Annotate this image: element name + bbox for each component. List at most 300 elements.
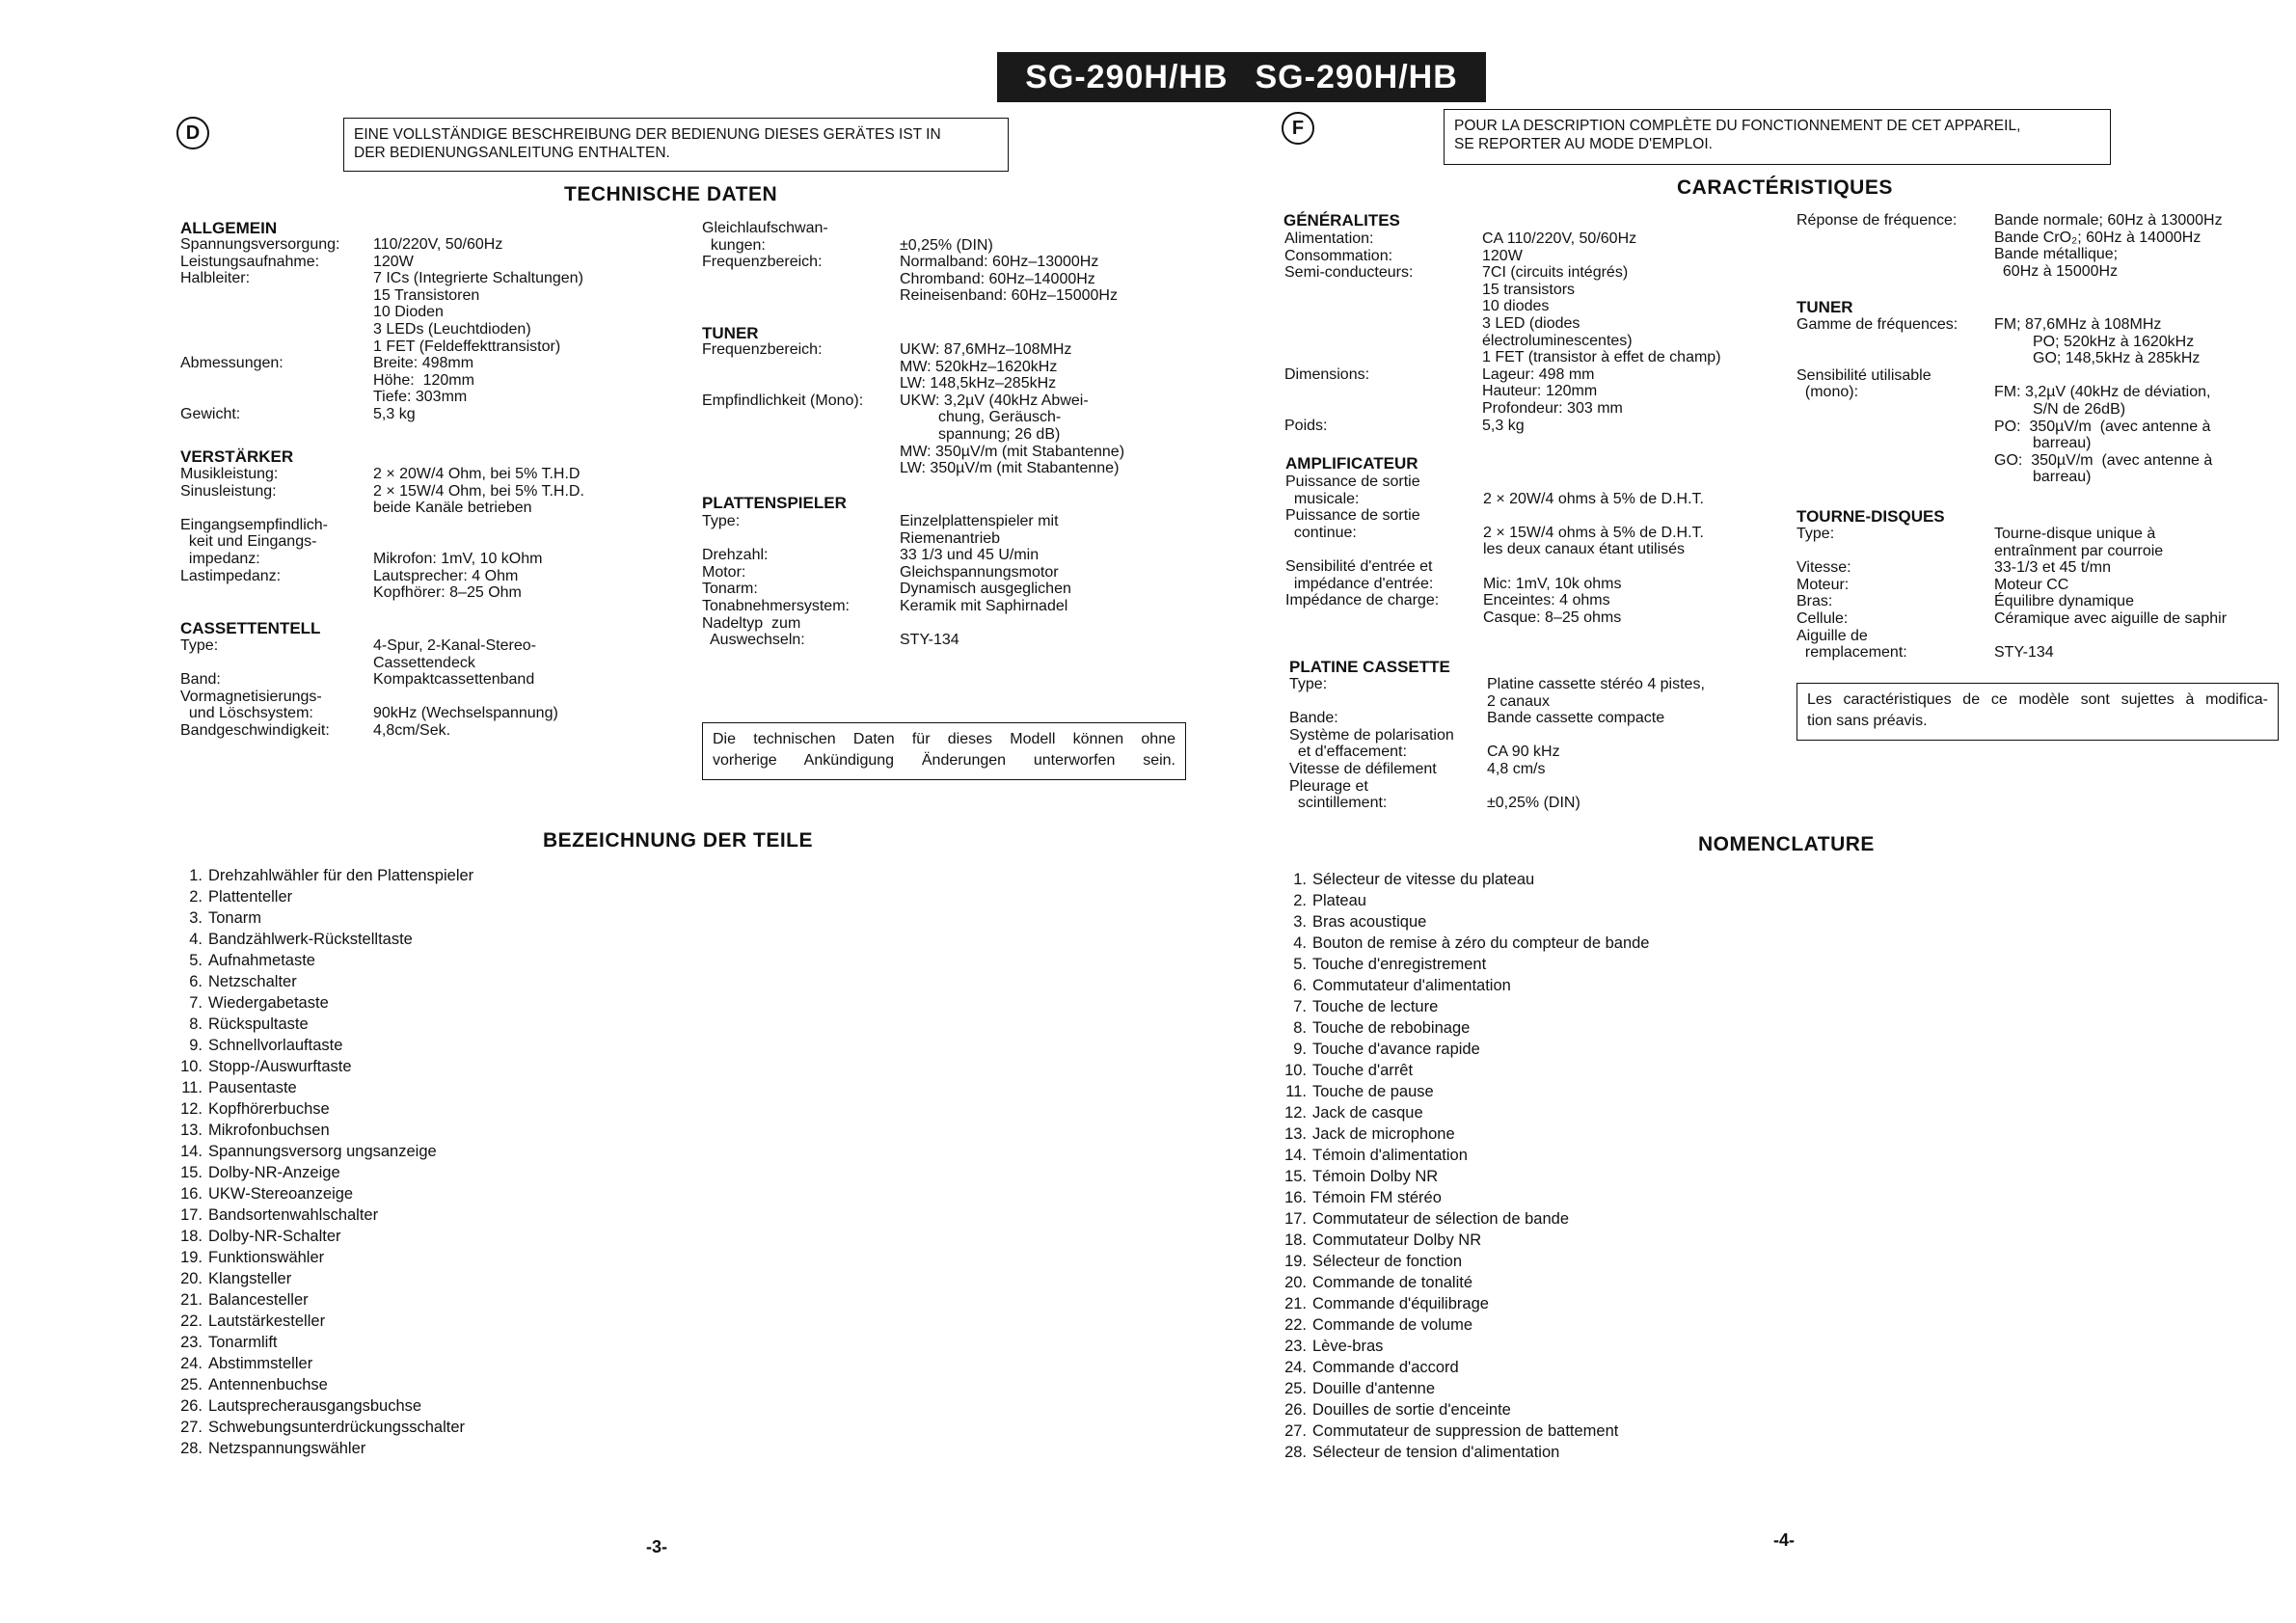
- list-item: [176, 1183, 473, 1204]
- list-item: [176, 1289, 473, 1311]
- spec-value: 1 FET (transistor à effet de champ): [1482, 349, 1721, 366]
- spec-label: [702, 409, 900, 426]
- spec-value: 33-1/3 et 45 t/mn: [1994, 559, 2111, 577]
- list-item: [176, 1141, 473, 1162]
- list-item: [176, 1014, 473, 1035]
- spec-label: Réponse de fréquence:: [1796, 212, 1958, 229]
- list-item-label: Lautsprecherausgangsbuchse: [208, 1397, 422, 1415]
- list-item-number: 22.: [1284, 1316, 1307, 1334]
- list-item-number: 18.: [180, 1228, 203, 1245]
- list-item: [176, 1268, 473, 1289]
- spec-row: [1284, 333, 1721, 350]
- list-item-label: Douilles de sortie d'enceinte: [1312, 1401, 1511, 1419]
- list-item-label: Commande de volume: [1312, 1316, 1472, 1334]
- spec-label: Gewicht:: [180, 405, 241, 422]
- list-item: [176, 1098, 473, 1120]
- spec-label: Vormagnetisierungs-: [180, 688, 322, 705]
- list-item-number: 5.: [189, 952, 203, 969]
- section-tourne: TOURNE-DISQUES: [1796, 507, 1945, 526]
- list-item-number: 3.: [1293, 913, 1307, 931]
- list-item-number: 11.: [181, 1079, 203, 1096]
- spec-row: [1285, 507, 1704, 525]
- spec-row: [702, 460, 1124, 477]
- spec-label: [1796, 452, 1994, 470]
- spec-label: keit und Eingangs-: [180, 533, 317, 551]
- list-item-number: 6.: [1293, 977, 1307, 994]
- list-item-label: Touche d'enregistrement: [1312, 956, 1487, 973]
- list-item-number: 2.: [1293, 892, 1307, 909]
- list-item-label: Schnellvorlauftaste: [208, 1037, 343, 1054]
- spec-row: [180, 551, 584, 568]
- spec-value: 4,8 cm/s: [1487, 760, 1546, 777]
- spec-tuner-fr: [1796, 316, 2212, 486]
- spec-label: Tonabnehmersystem:: [702, 597, 850, 614]
- list-item-number: 19.: [1284, 1253, 1307, 1270]
- list-item: [1280, 1293, 1649, 1314]
- spec-label: Vitesse:: [1796, 559, 1851, 577]
- spec-row: [180, 338, 583, 356]
- spec-label: [1284, 383, 1482, 400]
- spec-row: [1285, 558, 1704, 576]
- list-item-label: Wiedergabetaste: [208, 994, 329, 1012]
- list-item-number: 28.: [1284, 1444, 1307, 1461]
- spec-row: [702, 444, 1124, 461]
- list-item-label: Balancesteller: [208, 1291, 309, 1309]
- list-item-label: Kopfhörerbuchse: [208, 1100, 330, 1118]
- spec-row: [1285, 576, 1704, 593]
- list-item: [176, 1056, 473, 1077]
- spec-label: kungen:: [702, 236, 766, 254]
- list-item-number: 23.: [1284, 1338, 1307, 1355]
- list-item: [176, 950, 473, 971]
- list-item-label: Funktionswähler: [208, 1249, 325, 1266]
- list-item-label: Pausentaste: [208, 1079, 297, 1096]
- spec-row: [180, 517, 584, 534]
- list-item: [176, 929, 473, 950]
- disclaimer-fr: Les caractéristiques de ce modèle sont sujettes à modifica- tion sans préavis.: [1796, 683, 2279, 741]
- list-item-number: 24.: [1284, 1359, 1307, 1376]
- spec-value: STY-134: [900, 632, 959, 649]
- spec-label: Abmessungen:: [180, 355, 284, 372]
- spec-value: 2 canaux: [1487, 692, 1550, 710]
- list-item-label: Stopp-/Auswurftaste: [208, 1058, 352, 1075]
- spec-gleichlauf: [702, 220, 1118, 305]
- list-item-label: Témoin FM stéréo: [1312, 1189, 1442, 1206]
- list-item-label: Touche de lecture: [1312, 998, 1439, 1015]
- spec-row: [1796, 559, 2227, 577]
- list-item: [176, 1077, 473, 1098]
- spec-row: [180, 254, 583, 271]
- spec-generalites: [1284, 230, 1721, 434]
- spec-label: [1796, 469, 1994, 486]
- spec-row: [180, 671, 558, 689]
- spec-row: [1284, 230, 1721, 248]
- spec-value: 10 diodes: [1482, 298, 1550, 315]
- spec-value: Mic: 1mV, 10k ohms: [1483, 575, 1622, 592]
- spec-row: [1796, 593, 2227, 610]
- list-item: [1280, 1399, 1649, 1420]
- spec-row: [702, 513, 1071, 530]
- list-item-label: Spannungsversorg ungsanzeige: [208, 1143, 437, 1160]
- spec-label: Puissance de sortie: [1285, 473, 1420, 490]
- spec-row: [180, 287, 583, 305]
- spec-row: [1284, 298, 1721, 315]
- spec-value: 7CI (circuits intégrés): [1482, 264, 1629, 282]
- spec-title-fr: CARACTÉRISTIQUES: [1677, 176, 1893, 199]
- list-item-label: Témoin d'alimentation: [1312, 1147, 1468, 1164]
- page-number-3: -3-: [646, 1537, 667, 1556]
- spec-label: Musikleistung:: [180, 466, 279, 482]
- list-item-label: Drehzahlwähler für den Plattenspieler: [208, 867, 474, 884]
- model-banner: [997, 52, 1486, 102]
- spec-row: [1285, 592, 1704, 609]
- spec-value: 2 × 20W/4 ohms à 5% de D.H.T.: [1483, 490, 1704, 507]
- list-item: [1280, 1420, 1649, 1442]
- spec-amplificateur: [1285, 473, 1704, 626]
- spec-row: [1796, 230, 2223, 247]
- spec-label: [702, 426, 900, 444]
- list-item-number: 14.: [180, 1143, 203, 1160]
- spec-row: [1796, 334, 2212, 351]
- list-item-label: Commande d'équilibrage: [1312, 1295, 1489, 1312]
- spec-row: [1796, 435, 2212, 452]
- list-item-number: 1.: [1293, 871, 1307, 888]
- spec-label: [1796, 435, 1994, 452]
- language-badge-fr: F: [1282, 112, 1314, 145]
- spec-row: [1796, 452, 2212, 470]
- list-item: [176, 1438, 473, 1459]
- spec-row: [1289, 727, 1705, 744]
- list-item: [176, 907, 473, 929]
- list-item: [176, 1226, 473, 1247]
- spec-label: [1796, 401, 1994, 419]
- spec-label: Pleurage et: [1289, 777, 1368, 795]
- list-item-number: 13.: [180, 1122, 203, 1139]
- spec-label: [702, 460, 900, 477]
- list-item: [176, 886, 473, 907]
- list-item-label: Tonarmlift: [208, 1334, 278, 1351]
- list-item-number: 10.: [180, 1058, 203, 1075]
- list-item-label: Netzspannungswähler: [208, 1440, 366, 1457]
- spec-value: spannung; 26 dB): [900, 425, 1061, 443]
- spec-value: Enceintes: 4 ohms: [1483, 592, 1610, 609]
- list-item: [176, 1332, 473, 1353]
- list-item-number: 9.: [1293, 1041, 1307, 1058]
- spec-value: 2 × 20W/4 Ohm, bei 5% T.H.D: [373, 466, 581, 482]
- list-item-label: Dolby-NR-Schalter: [208, 1228, 341, 1245]
- list-item-number: 6.: [189, 973, 203, 990]
- list-item-label: Commande d'accord: [1312, 1359, 1459, 1376]
- spec-value: Bande cassette compacte: [1487, 710, 1665, 727]
- spec-value: Bande normale; 60Hz à 13000Hz: [1994, 212, 2223, 229]
- spec-row: [1289, 778, 1705, 796]
- spec-label: Dimensions:: [1284, 365, 1370, 383]
- list-item-label: Abstimmsteller: [208, 1355, 313, 1372]
- list-item-label: Touche d'arrêt: [1312, 1062, 1414, 1079]
- spec-row: [180, 533, 584, 551]
- list-item-label: Sélecteur de vitesse du plateau: [1312, 871, 1535, 888]
- spec-label: musicale:: [1285, 490, 1360, 507]
- spec-row: [180, 500, 584, 517]
- spec-value: MW: 350µV/m (mit Stabantenne): [900, 443, 1125, 460]
- language-badge-de: D: [176, 117, 209, 149]
- spec-row: [1284, 418, 1721, 435]
- spec-row: [1285, 473, 1704, 491]
- spec-row: [180, 689, 558, 706]
- spec-value: Breite: 498mm: [373, 355, 474, 372]
- spec-value: chung, Geräusch-: [900, 409, 1062, 426]
- spec-row: [702, 271, 1118, 288]
- section-verstaerker: VERSTÄRKER: [180, 447, 294, 466]
- list-item-number: 14.: [1284, 1147, 1307, 1164]
- spec-value: CA 90 kHz: [1487, 744, 1560, 761]
- spec-verstaerker: [180, 466, 584, 602]
- spec-row: [702, 564, 1071, 582]
- spec-label: und Löschsystem:: [180, 705, 313, 722]
- spec-row: [1796, 263, 2223, 281]
- list-item-number: 8.: [189, 1015, 203, 1033]
- list-item-label: Commutateur Dolby NR: [1312, 1231, 1482, 1249]
- spec-label: Système de polarisation: [1289, 726, 1454, 744]
- spec-value: STY-134: [1994, 644, 2054, 662]
- spec-platine: [1289, 676, 1705, 812]
- spec-row: [180, 406, 583, 423]
- list-item-number: 26.: [180, 1397, 203, 1415]
- spec-row: [702, 581, 1071, 598]
- list-item-label: Rückspultaste: [208, 1015, 309, 1033]
- spec-row: [180, 389, 583, 406]
- spec-label: impédance d'entrée:: [1285, 575, 1434, 592]
- spec-label: Band:: [180, 671, 221, 689]
- list-item-number: 20.: [180, 1270, 203, 1287]
- spec-label: [1796, 350, 1994, 367]
- spec-value: Casque: 8–25 ohms: [1483, 609, 1622, 626]
- list-item-label: Lautstärkesteller: [208, 1312, 326, 1330]
- disclaimer-de: Die technischen Daten für dieses Modell können ohne vorherige Ankündigung Änderungen unterworfen sein.: [702, 722, 1186, 780]
- list-item-number: 15.: [180, 1164, 203, 1181]
- list-item-label: Bandzählwerk-Rückstelltaste: [208, 931, 413, 948]
- spec-row: [1796, 246, 2223, 263]
- spec-value: 33 1/3 und 45 U/min: [900, 547, 1040, 564]
- spec-value: entraînment par courroie: [1994, 542, 2164, 559]
- spec-cassettenteil: [180, 637, 558, 740]
- list-item: [176, 1395, 473, 1417]
- section-plattenspieler: PLATTENSPIELER: [702, 494, 847, 512]
- spec-value: 15 Transistoren: [373, 286, 480, 304]
- list-item: [1280, 1060, 1649, 1081]
- spec-label: Bras:: [1796, 593, 1833, 610]
- spec-row: [702, 287, 1118, 305]
- list-item-number: 8.: [1293, 1019, 1307, 1037]
- spec-value: 3 LED (diodes: [1482, 314, 1580, 332]
- spec-row: [1796, 367, 2212, 385]
- section-amplificateur: AMPLIFICATEUR: [1285, 454, 1418, 473]
- spec-label: [1284, 315, 1482, 333]
- spec-label: Eingangsempfindlich-: [180, 516, 328, 533]
- list-item-number: 15.: [1284, 1168, 1307, 1185]
- spec-label: Type:: [702, 513, 741, 529]
- spec-row: [702, 426, 1124, 444]
- spec-label: Nadeltyp zum: [702, 614, 801, 632]
- parts-list-fr: [1280, 869, 1649, 1463]
- spec-value: Bande métallique;: [1994, 246, 2119, 263]
- spec-label: [702, 444, 900, 461]
- list-item-number: 27.: [180, 1419, 203, 1436]
- spec-row: [1289, 744, 1705, 761]
- list-item-number: 17.: [1284, 1210, 1307, 1228]
- spec-row: [180, 637, 558, 655]
- spec-label: Bandgeschwindigkeit:: [180, 721, 330, 739]
- spec-value: CA 110/220V, 50/60Hz: [1482, 230, 1637, 247]
- spec-label: Sensibilité d'entrée et: [1285, 557, 1433, 575]
- spec-label: [180, 321, 373, 338]
- spec-value: LW: 350µV/m (mit Stabantenne): [900, 460, 1120, 477]
- list-item-number: 5.: [1293, 956, 1307, 973]
- spec-value: UKW: 87,6MHz–108MHz: [900, 341, 1072, 358]
- spec-label: Leistungsaufnahme:: [180, 253, 320, 270]
- spec-row: [1284, 282, 1721, 299]
- spec-value: 2 × 15W/4 ohms à 5% de D.H.T.: [1483, 524, 1704, 541]
- spec-value: 1 FET (Feldeffekttransistor): [373, 338, 561, 355]
- list-item: [1280, 1251, 1649, 1272]
- spec-label: Type:: [180, 637, 219, 654]
- spec-label: Cellule:: [1796, 609, 1849, 627]
- spec-value: Profondeur: 303 mm: [1482, 399, 1623, 417]
- list-item-label: Netzschalter: [208, 973, 297, 990]
- spec-label: Frequenzbereich:: [702, 254, 823, 271]
- spec-label: [1284, 400, 1482, 418]
- list-item-number: 1.: [189, 867, 203, 884]
- spec-label: [180, 304, 373, 321]
- section-tuner-de: TUNER: [702, 324, 759, 342]
- list-item: [1280, 954, 1649, 975]
- spec-label: impedanz:: [180, 550, 260, 567]
- spec-allgemein: [180, 236, 583, 423]
- list-item-label: Sélecteur de tension d'alimentation: [1312, 1444, 1560, 1461]
- spec-value: beide Kanäle betrieben: [373, 500, 532, 517]
- list-item-number: 4.: [1293, 934, 1307, 952]
- list-item-number: 10.: [1284, 1062, 1307, 1079]
- spec-value: Einzelplattenspieler mit: [900, 513, 1059, 529]
- spec-row: [1796, 469, 2212, 486]
- spec-value: 5,3 kg: [1482, 417, 1525, 434]
- spec-row: [702, 392, 1124, 410]
- spec-value: 4,8cm/Sek.: [373, 721, 451, 739]
- spec-row: [180, 466, 584, 483]
- list-item-label: Bouton de remise à zéro du compteur de bande: [1312, 934, 1650, 952]
- list-item-label: Témoin Dolby NR: [1312, 1168, 1439, 1185]
- parts-title-de: BEZEICHNUNG DER TEILE: [543, 829, 814, 852]
- spec-value: FM: 3,2µV (40kHz de déviation,: [1994, 384, 2211, 401]
- list-item-number: 7.: [1293, 998, 1307, 1015]
- spec-reponse: [1796, 212, 2223, 280]
- list-item-number: 25.: [1284, 1380, 1307, 1397]
- list-item: [1280, 1314, 1649, 1336]
- spec-value: Normalband: 60Hz–13000Hz: [900, 254, 1099, 271]
- spec-label: [1284, 333, 1482, 350]
- spec-value: barreau): [1994, 469, 2092, 486]
- list-item-number: 27.: [1284, 1422, 1307, 1440]
- list-item: [1280, 1017, 1649, 1039]
- spec-row: [1289, 693, 1705, 711]
- spec-value: Cassettendeck: [373, 654, 475, 671]
- spec-row: [1284, 400, 1721, 418]
- spec-value: Gleichspannungsmotor: [900, 563, 1059, 581]
- list-item-label: Bras acoustique: [1312, 913, 1427, 931]
- list-item: [1280, 911, 1649, 933]
- list-item: [176, 1162, 473, 1183]
- list-item-label: Commande de tonalité: [1312, 1274, 1473, 1291]
- spec-row: [1285, 525, 1704, 542]
- spec-value: Lautsprecher: 4 Ohm: [373, 567, 519, 584]
- spec-value: 4-Spur, 2-Kanal-Stereo-: [373, 637, 536, 654]
- list-item-label: UKW-Stereoanzeige: [208, 1185, 354, 1203]
- list-item-label: Klangsteller: [208, 1270, 292, 1287]
- list-item: [1280, 890, 1649, 911]
- page-number-4: -4-: [1773, 1530, 1795, 1550]
- list-item: [1280, 1230, 1649, 1251]
- spec-label: Lastimpedanz:: [180, 567, 282, 584]
- spec-value: 110/220V, 50/60Hz: [373, 236, 503, 253]
- spec-label: Sinusleistung:: [180, 482, 277, 500]
- spec-title-de: TECHNISCHE DATEN: [564, 183, 778, 205]
- spec-label: [702, 271, 900, 288]
- spec-label: [1284, 298, 1482, 315]
- spec-value: Platine cassette stéréo 4 pistes,: [1487, 676, 1705, 692]
- spec-row: [1285, 491, 1704, 508]
- list-item-label: Douille d'antenne: [1312, 1380, 1435, 1397]
- list-item: [176, 865, 473, 886]
- list-item-number: 12.: [180, 1100, 203, 1118]
- spec-value: 3 LEDs (Leuchtdioden): [373, 320, 531, 338]
- spec-value: Moteur CC: [1994, 576, 2069, 593]
- spec-label: Vitesse de défilement: [1289, 760, 1437, 777]
- spec-value: 120W: [373, 253, 414, 270]
- spec-row: [180, 568, 584, 585]
- spec-row: [702, 632, 1071, 649]
- spec-label: Frequenzbereich:: [702, 341, 823, 358]
- list-item-number: 22.: [180, 1312, 203, 1330]
- spec-row: [1796, 577, 2227, 594]
- spec-label: [702, 287, 900, 305]
- spec-row: [180, 270, 583, 287]
- operation-notice-de: EINE VOLLSTÄNDIGE BESCHREIBUNG DER BEDIENUNG DIESES GERÄTES IST IN DER BEDIENUNGSANLEITUNG ENTHALTEN.: [343, 118, 1009, 172]
- list-item: [1280, 996, 1649, 1017]
- spec-label: [1796, 334, 1994, 351]
- parts-list-de: [176, 865, 473, 1459]
- spec-value: Tourne-disque unique à: [1994, 526, 2156, 542]
- spec-row: [180, 483, 584, 500]
- spec-label: [180, 389, 373, 406]
- list-item: [1280, 1123, 1649, 1145]
- model-title-right: SG-290H/HB: [1255, 58, 1458, 95]
- section-platine: PLATINE CASSETTE: [1289, 658, 1450, 676]
- spec-label: (mono):: [1796, 384, 1859, 401]
- spec-label: Type:: [1796, 526, 1835, 542]
- list-item-number: 19.: [180, 1249, 203, 1266]
- list-item-label: Commutateur de suppression de battement: [1312, 1422, 1619, 1440]
- spec-row: [180, 355, 583, 372]
- spec-row: [180, 372, 583, 390]
- list-item-label: Touche de rebobinage: [1312, 1019, 1471, 1037]
- spec-value: LW: 148,5kHz–285kHz: [900, 375, 1057, 392]
- spec-label: Type:: [1289, 676, 1328, 692]
- spec-value: FM; 87,6MHz à 108MHz: [1994, 316, 2162, 333]
- list-item-number: 3.: [189, 909, 203, 927]
- spec-value: 15 transistors: [1482, 281, 1576, 298]
- list-item: [176, 992, 473, 1014]
- spec-value: barreau): [1994, 435, 2092, 452]
